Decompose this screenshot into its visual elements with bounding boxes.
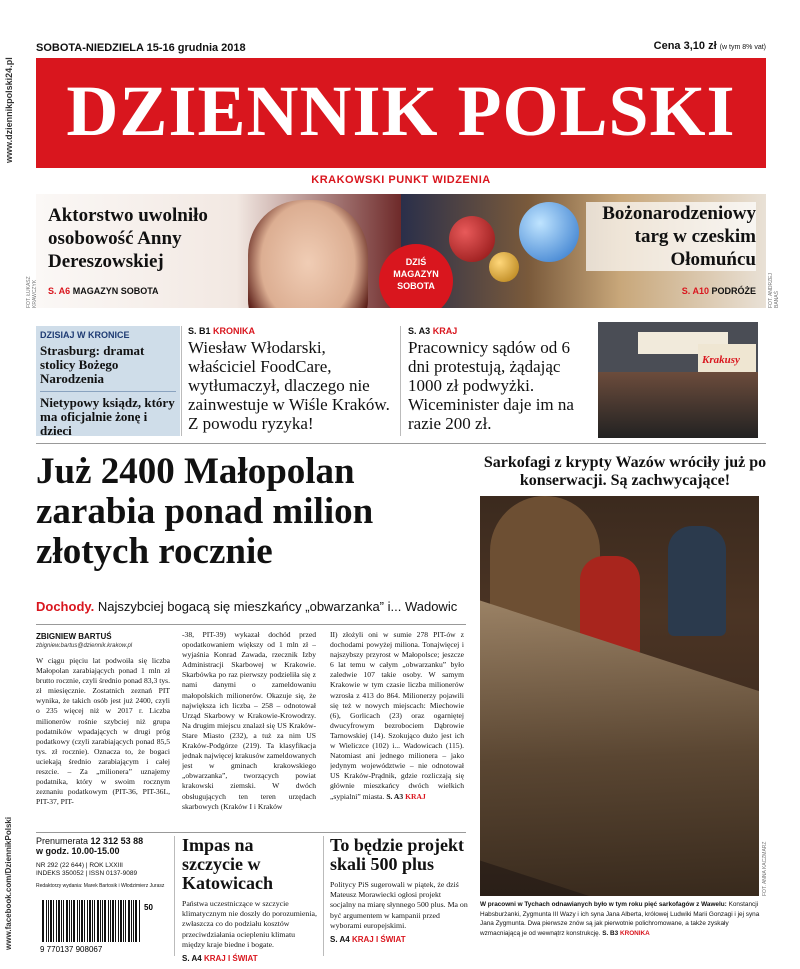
ornament-icon xyxy=(449,216,495,262)
badge-line: SOBOTA xyxy=(397,281,435,291)
issue-date: SOBOTA-NIEDZIELA 15-16 grudnia 2018 xyxy=(36,42,246,54)
promo-left-headline[interactable]: Aktorstwo uwolniło osobowość Anny Dereszowskiej xyxy=(48,205,208,272)
barcode-issue: 50 xyxy=(144,903,153,912)
protest-photo xyxy=(598,322,758,438)
story-kraj[interactable] xyxy=(408,326,594,433)
subscription-hours: w godz. 10.00-15.00 xyxy=(36,846,120,856)
caption-text: Konstancji Habsburżanki, Zygmunta III Wazy i ich syna Jana Alberta, królowej Ludwiki Marii Gonzagi i jej syna Jana Zygmunta. Dwa pierwsze znów są jak pierwotnie polichromowane, a także zyskały wzmacniającą je od wewnątrz konstrukcję. xyxy=(480,901,760,937)
subscription-label: Prenumerata xyxy=(36,836,89,846)
story-ref xyxy=(188,326,396,336)
section-name: KRAJ xyxy=(432,326,458,336)
masthead-subtitle: KRAKOWSKI PUNKT WIDZENIA xyxy=(311,174,491,186)
barcode-number: 9 770137 908067 xyxy=(40,945,103,954)
masthead xyxy=(36,58,766,168)
story-500plus[interactable] xyxy=(330,836,468,944)
photo-caption xyxy=(480,900,760,938)
page-ref: S. A4 xyxy=(330,935,350,945)
facebook-url[interactable]: www.facebook.com/DziennikPolski xyxy=(4,816,13,950)
author: ZBIGNIEW BARTUŚ xyxy=(36,632,112,641)
photo-credit: FOT. ANDRZEJ BANAŚ xyxy=(768,272,780,308)
lead-subheadline xyxy=(36,599,466,614)
section-name: KRONIKA xyxy=(213,326,256,336)
divider xyxy=(181,326,182,436)
divider xyxy=(40,391,176,392)
section-name: KRAJ I ŚWIAT xyxy=(351,935,406,945)
section-name: KRAJ xyxy=(405,791,426,801)
section-name: KRONIKA xyxy=(619,929,650,937)
section-name: MAGAZYN SOBOTA xyxy=(72,286,159,296)
story-ref xyxy=(330,935,468,944)
sarcophagus-photo xyxy=(480,496,759,896)
story-headline: Impas na szczycie w Katowicach xyxy=(182,835,273,893)
section-name: PODRÓŻE xyxy=(711,286,756,296)
subscription-box xyxy=(36,836,170,890)
price-vat: (w tym 8% vat) xyxy=(719,44,766,51)
divider xyxy=(36,624,466,625)
ornament-icon xyxy=(489,252,519,282)
page-ref: S. B1 xyxy=(188,326,211,336)
actress-portrait xyxy=(248,200,368,308)
author-email[interactable]: zbigniew.bartus@dziennik.krakow.pl xyxy=(36,643,133,649)
crowd xyxy=(598,372,758,438)
story-ref xyxy=(408,326,594,336)
issue-number: NR 292 (22 644) | ROK LXXIII xyxy=(36,862,123,869)
subscription-phone[interactable]: 12 312 53 88 xyxy=(90,836,144,846)
ornament-icon xyxy=(519,202,579,262)
lead-subtext: Najszybciej bogacą się mieszkańcy „obwarzanka” i... Wadowic xyxy=(97,599,458,614)
today-item[interactable]: Strasburg: dramat stolicy Bożego Narodzenia xyxy=(40,343,145,386)
promo-band xyxy=(36,194,766,308)
today-box xyxy=(36,326,180,436)
photo-headline[interactable]: Sarkofagi z krypty Wazów wróciły już po konserwacji. Są zachwycające! xyxy=(483,454,767,489)
barcode xyxy=(36,898,164,954)
today-item[interactable]: Nietypowy ksiądz, który ma oficjalnie żonę i dzieci xyxy=(40,395,175,438)
masthead-title: DZIENNIK POLSKI xyxy=(66,71,736,151)
divider xyxy=(174,836,175,956)
lead-headline[interactable]: Już 2400 Małopolan zarabia ponad milion złotych rocznie xyxy=(36,451,374,572)
person-dark xyxy=(668,526,726,636)
issue-index: INDEKS 350052 | ISSN 0137-9089 xyxy=(36,870,138,877)
story-text: Pracownicy sądów od 6 dni protestują, żądając 1000 zł podwyżki. Wiceminister daje im na razie 200 zł. xyxy=(408,338,574,433)
badge-line: DZIŚ xyxy=(405,257,427,267)
page-ref: S. A3 xyxy=(408,326,431,336)
divider xyxy=(36,832,466,833)
story-headline: To będzie projekt skali 500 plus xyxy=(330,835,465,874)
lead-column-3-text: II) złożyli oni w sumie 278 PIT-ów z dochodami powyżej miliona. Tonajwięcej i najszybszy przyrost w Małopolsce; jeszcze 6 lat temu w całym „obwarzanku” było zaledwie 107 takie osoby. W samym Krakowie w tym czasie liczba milionerów wzrosła z 413 do 864. Milionerzy pojawili się też w nowych miejscach: Miechowie (6), Gorlicach (23) oraz ogarniętej dwucyfrowym bezrobociem Dąbrowie Tarnowskiej (14). Szokująco dużo jest ich w Wieliczce (102) i... Wadowicach (115). Natomiast ani jednego milionera – jako jedynym województwie – nie odnotował US Kraków-Prądnik, gdzie rozliczają się głównie mieszkańcy dwóch wielkich „sypialni” miasta. xyxy=(330,630,464,801)
lead-column-3 xyxy=(330,630,464,830)
story-katowice[interactable] xyxy=(182,836,318,963)
subscription-line xyxy=(36,836,170,846)
story-text: Politycy PiS sugerowali w piątek, że dziś Mateusz Morawiecki ogłosi projekt socjalny na miarę słynnego 500 plus. Ma on być argumentem w kampanii przed wyborami europejskimi. xyxy=(330,880,468,930)
promo-left-ref xyxy=(48,286,159,296)
caption-lead: W pracowni w Tychach odnawianych było w tym roku pięć sarkofagów z Wawelu: xyxy=(480,901,727,908)
page-ref: S. A10 xyxy=(681,286,709,296)
divider xyxy=(36,443,766,444)
magazine-badge[interactable] xyxy=(379,244,453,308)
badge-line: MAGAZYN xyxy=(393,269,439,279)
photo-credit: FOT. ANNA KACZMARZ xyxy=(762,841,768,896)
editors: Redaktorzy wydania: Marek Bartosik i Włodzimierz Jurasz xyxy=(36,883,165,889)
price-label: Cena xyxy=(653,40,681,52)
today-kicker: DZISIAJ W KRONICE xyxy=(40,330,130,340)
section-name: KRAJ I ŚWIAT xyxy=(203,954,258,964)
page-ref: S. A3 xyxy=(386,791,404,801)
story-text: Państwa uczestniczące w szczycie klimatycznym nie doszły do porozumienia, zwłaszcza co do podziału kosztów przeciwdziałania ociepleniu klimatu między kraje biedne i bogate. xyxy=(182,899,317,949)
page-ref: S. B3 xyxy=(602,929,619,937)
story-kronika[interactable] xyxy=(188,326,396,433)
price-value: 3,10 zł xyxy=(683,40,717,52)
page-ref: S. A6 xyxy=(48,286,71,296)
story-ref xyxy=(182,954,318,963)
photo-credit: FOT. ŁUKASZ KRAWCZYK xyxy=(26,276,38,308)
divider xyxy=(323,836,324,956)
barcode-icon xyxy=(36,898,164,954)
promo-right-ref xyxy=(682,286,756,296)
promo-right-headline[interactable]: Bożonarodzeniowy targ w czeskim Ołomuńcu xyxy=(586,202,756,271)
lead-kicker: Dochody. xyxy=(36,599,95,614)
divider xyxy=(400,326,401,436)
protest-sign: Krakusy xyxy=(702,354,740,366)
price xyxy=(654,40,766,52)
story-text: Wiesław Włodarski, właściciel FoodCare, wytłumaczył, dlaczego nie zainwestuje w Wiśle Kraków. Z powodu ryzyka! xyxy=(188,338,390,433)
lead-column-1: W ciągu pięciu lat podwoiła się liczba Małopolan zarabiających ponad 1 mln zł brutto rocznie, czyli średnio ponad 83,3 tys. zł miesięcznie. Zostatnich zeznań PIT wynika, że takich osób jest już 2400, czyli o 235 więcej niż w 2017 r. Liczba milionerów rośnie szybciej niż grupa podatników wpadających w drugi próg podatkowy (czyli zarabiających ponad 85,5 tys. zł rocznie). Oznacza to, że bogaci uciekają średnio zarabiającym i całej reszcie. – Za „milionera” uznajemy podatnika, który w swoim rocznym zeznaniu podatkowym (PIT-36, PIT-36L, PIT-37, PIT- xyxy=(36,656,170,807)
page-ref: S. A4 xyxy=(182,954,202,964)
lead-column-2: -38, PIT-39) wykazał dochód przed opodatkowaniem większy od 1 mln zł – wyjaśnia Konrad Zawada, rzecznik Izby Administracji Skarbowej w Krakowie. Skarbówka po raz pierwszy podzieliła się z nami danymi o zameldowaniu małopolskich milionerów. Okazuje się, że największa ich liczba – 258 – odnotował Urząd Skarbowy w Krakowie-Krowodrzy. Na drugim miejscu znalazł się US Kraków-Stare Miasto (232), a tuż za nim US Kraków-Podgórze (219). Ta klasyfikacja jednak najwięcej krakusów zameldowanych jest w gminach krakowskiego „obwarzanka”, tworzących powiat krakowski ziemski. W dwóch obsługujących ten teren urzędach skarbowych (Kraków I i Kraków xyxy=(182,630,316,811)
website-url[interactable]: www.dziennikpolski24.pl xyxy=(4,57,14,163)
